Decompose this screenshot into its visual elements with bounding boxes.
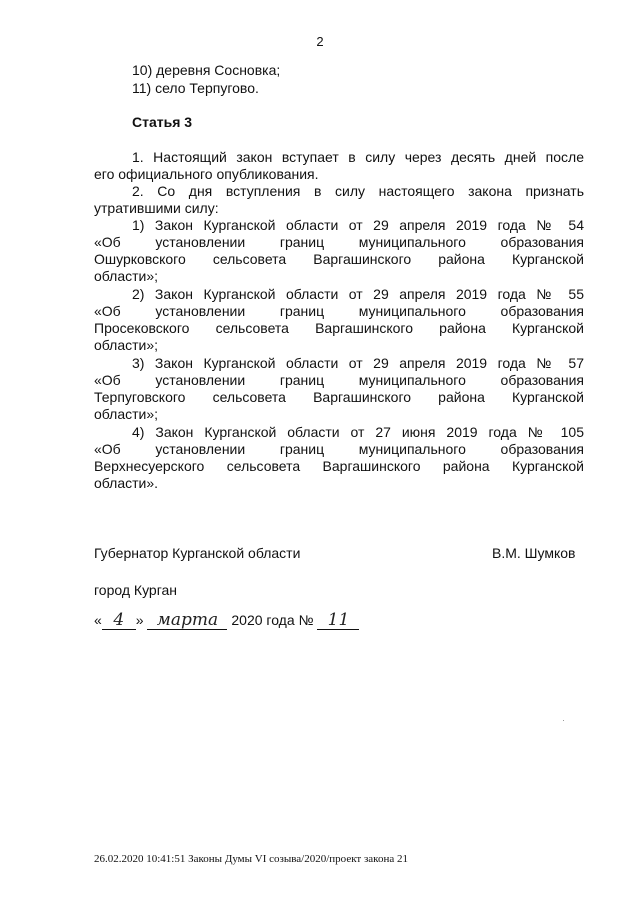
subitem-3-line-3: Терпуговского сельсовета Варгашинского района Курганской (94, 389, 584, 405)
date-quote-close: » (135, 612, 144, 628)
subitem-2-line-4: области»; (94, 337, 159, 353)
date-line (94, 612, 359, 630)
handwritten-day: 4 (102, 612, 136, 630)
article-heading: Статья 3 (132, 114, 193, 130)
place-label: город Курган (94, 582, 178, 598)
paragraph-2-line-2: утратившими силу: (94, 200, 219, 216)
handwritten-number: 11 (317, 612, 359, 630)
list-item-10: 10) деревня Сосновка; (132, 62, 281, 78)
footer-stamp: 26.02.2020 10:41:51 Законы Думы VI созыва/2020/проект закона 21 (94, 853, 408, 865)
subitem-4-line-3: Верхнесуерского сельсовета Варгашинского района Курганской (94, 458, 584, 474)
date-year-text: 2020 года № (231, 612, 314, 628)
signature-position: Губернатор Курганской области (94, 545, 301, 561)
page-number: 2 (316, 34, 324, 49)
subitem-4-line-2: «Об установлении границ муниципального образования (94, 441, 584, 457)
paragraph-1-line-1: 1. Настоящий закон вступает в силу через десять дней после (132, 149, 584, 165)
subitem-1-line-2: «Об установлении границ муниципального образования (94, 234, 584, 250)
subitem-3-line-2: «Об установлении границ муниципального образования (94, 372, 584, 388)
subitem-3-line-4: области»; (94, 406, 159, 422)
handwritten-month: марта (147, 612, 227, 630)
paragraph-1-line-2: его официального опубликования. (94, 166, 319, 182)
subitem-3-line-1: 3) Закон Курганской области от 29 апреля 2019 года № 57 (132, 355, 584, 371)
subitem-2-line-3: Просековского сельсовета Варгашинского района Курганской (94, 320, 584, 336)
subitem-4-line-1: 4) Закон Курганской области от 27 июня 2019 года № 105 (132, 424, 584, 440)
subitem-1-line-4: области»; (94, 268, 159, 284)
subitem-2-line-2: «Об установлении границ муниципального образования (94, 303, 584, 319)
subitem-1-line-3: Ошурковского сельсовета Варгашинского района Курганской (94, 251, 584, 267)
paragraph-2-line-1: 2. Со дня вступления в силу настоящего закона признать (132, 183, 584, 199)
signature-name: В.М. Шумков (492, 545, 576, 561)
scan-speck (563, 720, 564, 721)
subitem-1-line-1: 1) Закон Курганской области от 29 апреля 2019 года № 54 (132, 217, 584, 233)
subitem-2-line-1: 2) Закон Курганской области от 29 апреля 2019 года № 55 (132, 286, 584, 302)
list-item-11: 11) село Терпугово. (132, 80, 259, 96)
subitem-4-line-4: области». (94, 475, 159, 491)
date-quote-open: « (94, 612, 102, 628)
